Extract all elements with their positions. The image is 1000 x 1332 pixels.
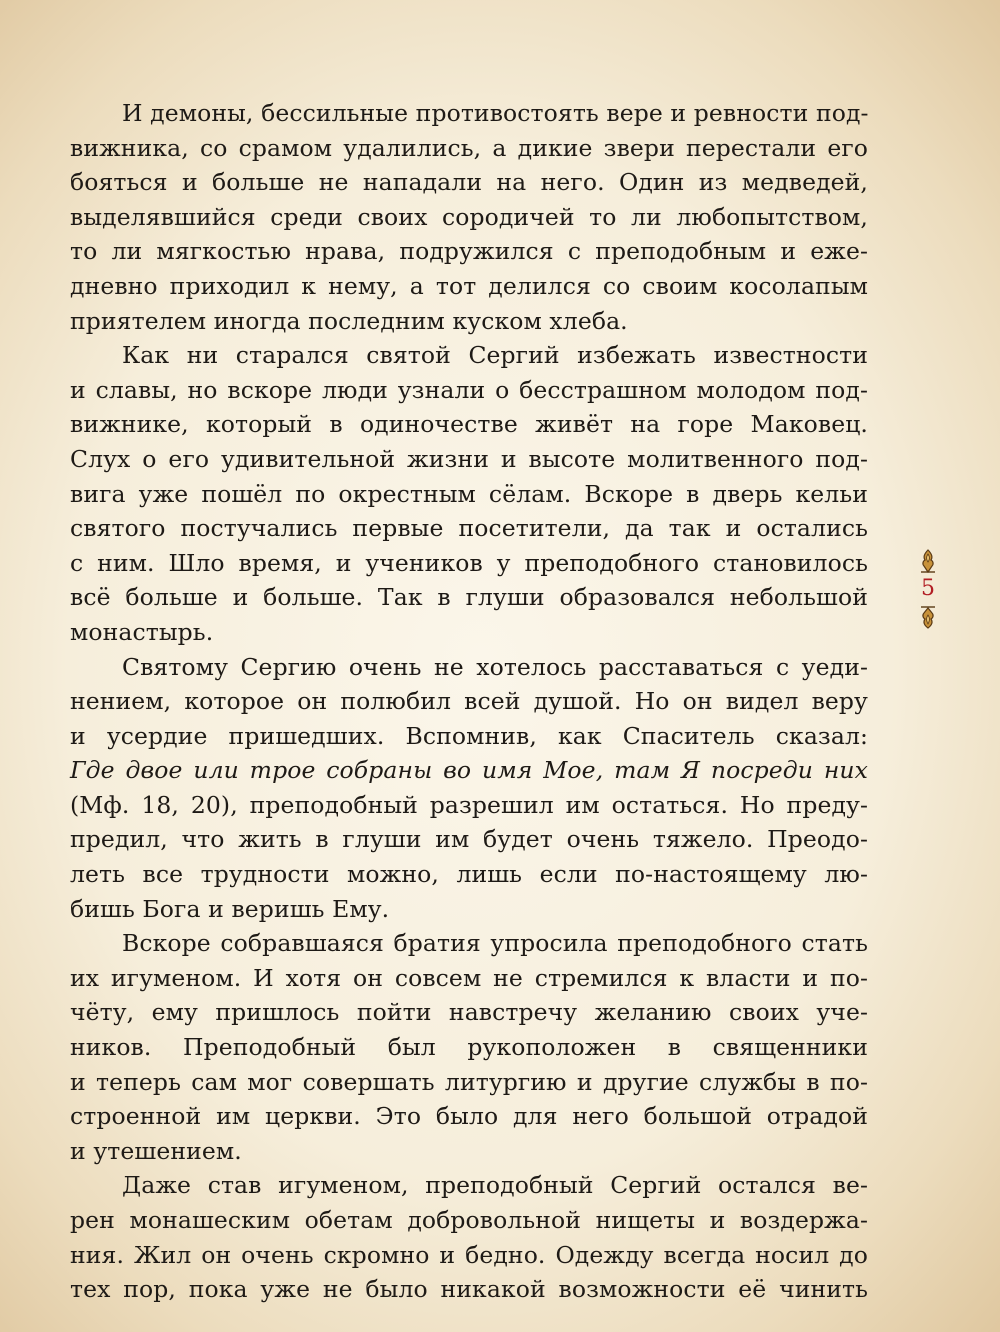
- text-line: монастырь.: [70, 617, 214, 646]
- text-line: дневно приходил к нему, а тот делился со своим косолапым: [70, 271, 868, 300]
- text-line: Как ни старался святой Сергий избежать известности: [122, 341, 868, 370]
- text-line: Вскоре собравшаяся братия упросила преподобного стать: [122, 929, 868, 958]
- text-line: чёту, ему пришлось пойти навстречу желанию своих уче-: [70, 998, 868, 1027]
- text-line: и теперь сам мог совершать литургию и другие службы в по-: [70, 1067, 868, 1096]
- floral-ornament-icon: [908, 548, 948, 574]
- text-line: всё больше и больше. Так в глуши образовался небольшой: [70, 583, 868, 612]
- text-line: и славы, но вскоре люди узнали о бесстрашном молодом под-: [70, 375, 868, 404]
- text-line: Святому Сергию очень не хотелось расставаться с уеди-: [122, 652, 868, 681]
- text-line: вижнике, который в одиночестве живёт на горе Маковец.: [70, 410, 868, 439]
- text-line: леть все трудности можно, лишь если по-настоящему лю-: [70, 860, 868, 889]
- text-line: с ним. Шло время, и учеников у преподобного становилось: [70, 548, 868, 577]
- text-line: ников. Преподобный был рукоположен в священники: [70, 1033, 868, 1062]
- text-line: Даже став игуменом, преподобный Сергий остался ве-: [122, 1171, 868, 1200]
- text-line: тех пор, пока уже не было никакой возможности её чинить: [70, 1275, 868, 1304]
- text-line: бояться и больше не нападали на него. Один из медведей,: [70, 168, 868, 197]
- text-line: строенной им церкви. Это было для него большой отрадой: [70, 1102, 868, 1131]
- text-line: рен монашеским обетам добровольной нищеты и воздержа-: [70, 1206, 868, 1234]
- text-line: Слух о его удивительной жизни и высоте молитвенного под-: [70, 444, 868, 473]
- text-line: бишь Бога и веришь Ему.: [70, 894, 390, 923]
- text-line: вижника, со срамом удалились, а дикие звери перестали его: [70, 133, 868, 162]
- text-line: ния. Жил он очень скромно и бедно. Одежду всегда носил до: [70, 1240, 868, 1269]
- text-line: предил, что жить в глуши им будет очень тяжело. Преодо-: [70, 825, 868, 854]
- text-line: (Мф. 18, 20), преподобный разрешил им остаться. Но преду-: [70, 790, 868, 819]
- text-line: И демоны, бессильные противостоять вере и ревности под-: [122, 99, 869, 127]
- page-number: 5: [921, 576, 935, 601]
- text-line: и усердие пришедших. Вспомнив, как Спаситель сказал:: [70, 721, 868, 750]
- body-text: [70, 96, 868, 1307]
- text-line: выделявшийся среди своих сородичей то ли любопытством,: [70, 202, 868, 231]
- floral-ornament-icon: [908, 604, 948, 630]
- scripture-quote-line: Где двое или трое собраны во имя Мое, там Я посреди них: [70, 756, 868, 785]
- text-line: вига уже пошёл по окрестным сёлам. Вскоре в дверь кельи: [70, 479, 868, 508]
- page-number-block: [908, 548, 948, 638]
- text-line: и утешением.: [70, 1136, 242, 1165]
- text-line: то ли мягкостью нрава, подружился с преподобным и еже-: [70, 237, 868, 266]
- text-line: нением, которое он полюбил всей душой. Но он видел веру: [70, 687, 868, 716]
- text-line: приятелем иногда последним куском хлеба.: [70, 306, 628, 335]
- text-line: их игуменом. И хотя он совсем не стремился к власти и по-: [70, 963, 868, 992]
- text-line: святого постучались первые посетители, да так и остались: [70, 514, 868, 543]
